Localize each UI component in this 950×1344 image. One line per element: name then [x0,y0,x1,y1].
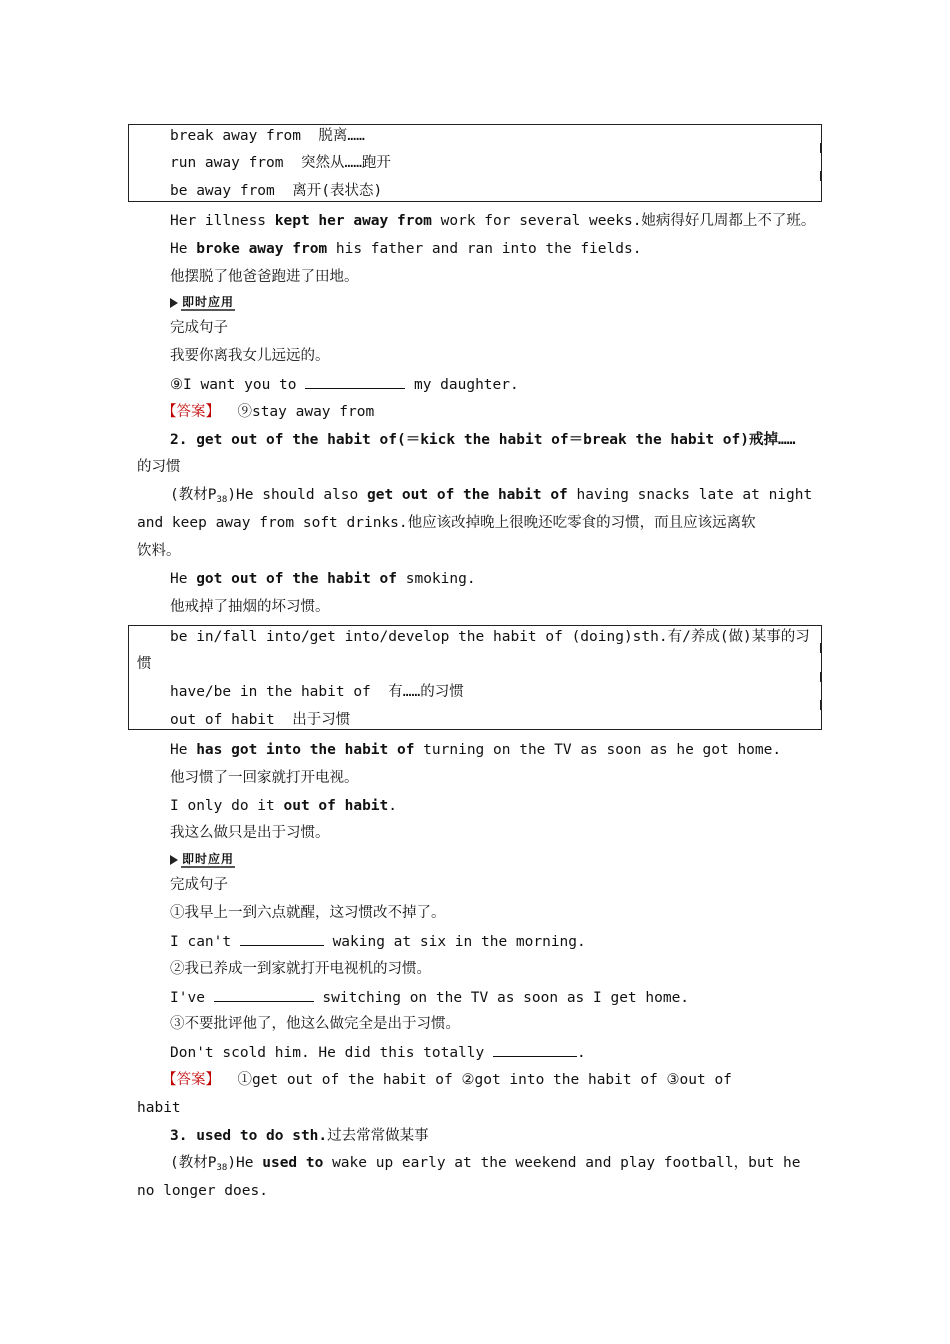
box-tick [128,143,129,153]
box-tick [820,643,821,653]
triangle-icon [170,855,178,865]
practice-prompt: ③不要批评他了，他这么做完全是出于习惯。 [170,1016,460,1032]
answer-line-cont: habit [137,1100,181,1116]
instant-practice-tag: 即时应用 [170,853,235,867]
phrase-row: run away from 突然从……跑开 [170,155,391,171]
example-translation: 他习惯了一回家就打开电视。 [170,770,359,786]
instant-practice-tag: 即时应用 [170,296,235,310]
box-tick [820,171,821,181]
textbook-sentence-cont: no longer does. [137,1183,268,1199]
answer-label: 【答案】 [162,1072,220,1088]
textbook-sentence-cont: 饮料。 [137,543,181,559]
answer-blank[interactable] [214,987,314,1002]
practice-prompt: ①我早上一到六点就醒，这习惯改不掉了。 [170,905,446,921]
textbook-sentence: (教材$P_{38})He$ should also get out of the habit of having snacks late at night [170,487,813,505]
answer-blank[interactable] [240,931,324,946]
item-heading: 3. used to do sth.过去常常做某事 [170,1128,429,1144]
example-translation: 他戒掉了抽烟的坏习惯。 [170,599,330,615]
phrase-row: have/be in the habit of 有……的习惯 [170,684,464,700]
example-sentence: He has got into the habit of turning on the TV as soon as he got home. [170,742,782,758]
box-tick [820,672,821,682]
practice-title: 完成句子 [170,320,228,336]
answer-blank[interactable] [305,374,405,389]
answer-label: 【答案】 [162,404,220,420]
phrase-row: break away from 脱离…… [170,128,365,144]
textbook-sentence: (教材$P_{38})He$ used to wake up early at the weekend and play football，but he [170,1155,801,1173]
practice-question: ⑨I want you to my daughter. [170,374,519,394]
example-sentence: He broke away from his father and ran into the fields. [170,241,642,257]
example-sentence: He got out of the habit of smoking. [170,571,476,587]
phrase-row: be in/fall into/get into/develop the habit of (doing)sth.有/养成(做)某事的习 [170,629,810,645]
practice-question: I can't waking at six in the morning. [170,931,586,951]
practice-question: Don't scold him. He did this totally . [170,1042,586,1062]
practice-question: I've switching on the TV as soon as I get home. [170,987,689,1007]
box-tick [820,700,821,710]
box-tick [820,143,821,153]
box-tick [128,171,129,181]
triangle-icon [170,298,178,308]
answer-line: 【答案】 ①get out of the habit of ②got into the habit of ③out of [162,1072,732,1088]
example-translation: 他摆脱了他爸爸跑进了田地。 [170,269,359,285]
example-translation: 我这么做只是出于习惯。 [170,825,330,841]
item-heading-cont: 的习惯 [137,459,181,475]
answer-blank[interactable] [493,1042,577,1057]
practice-title: 完成句子 [170,877,228,893]
phrase-row: out of habit 出于习惯 [170,712,351,728]
example-sentence: Her illness kept her away from work for several weeks.她病得好几周都上不了班。 [170,213,816,229]
phrase-row-cont: 惯 [137,656,152,672]
item-heading: 2. get out of the habit of(＝kick the habit of＝break the habit of)戒掉…… [170,432,796,448]
example-sentence: I only do it out of habit. [170,798,397,814]
phrase-row: be away from 离开(表状态) [170,183,383,199]
box-tick [128,700,129,710]
practice-prompt: ②我已养成一到家就打开电视机的习惯。 [170,961,431,977]
answer-line: 【答案】 ⑨stay away from [162,404,375,420]
textbook-sentence-cont: and keep away from soft drinks.他应该改掉晚上很晚还吃零食的习惯，而且应该远离软 [137,515,756,531]
practice-prompt: 我要你离我女儿远远的。 [170,348,330,364]
